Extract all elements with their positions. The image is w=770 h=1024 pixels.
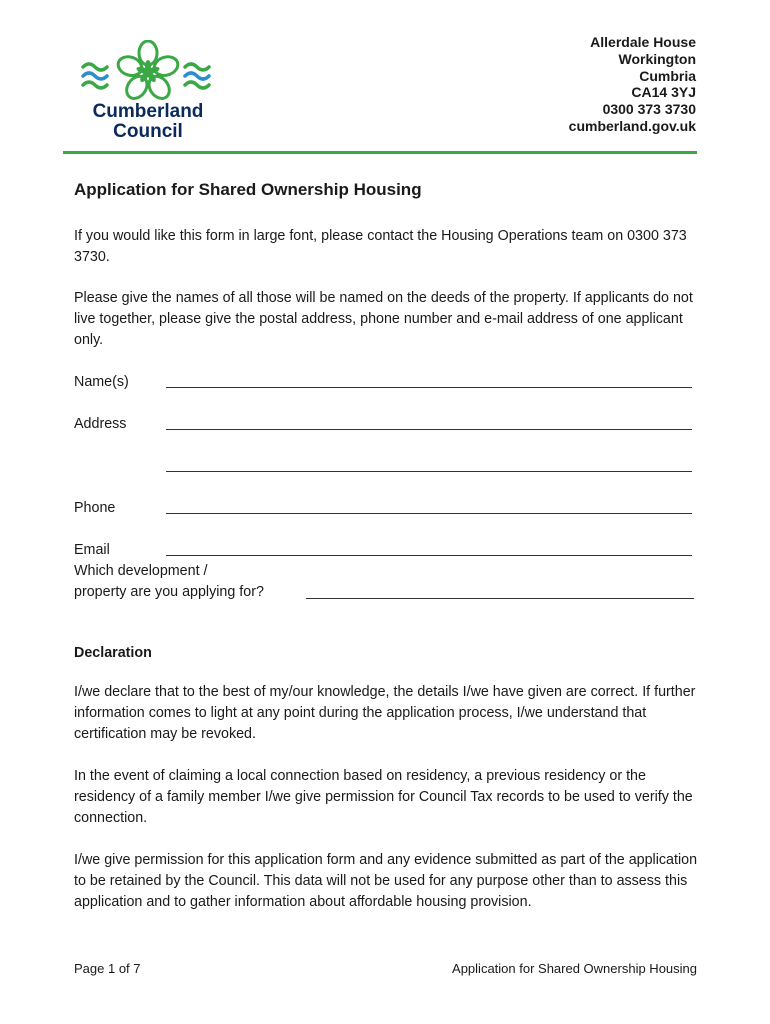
intro-paragraph-large-font: If you would like this form in large font, please contact the Housing Operations team on 0300 373 3730. [74, 228, 687, 265]
email-label: Email [74, 542, 110, 558]
council-address [569, 34, 696, 135]
address-field-line2[interactable] [166, 471, 692, 472]
address-label: Address [74, 416, 127, 432]
flower-logo-icon [78, 40, 218, 104]
address-phone: 0300 373 3730 [602, 101, 696, 118]
names-label: Name(s) [74, 374, 129, 390]
address-line: Cumbria [639, 67, 696, 84]
development-label-line2: property are you applying for? [74, 584, 264, 600]
declaration-heading: Declaration [74, 645, 152, 661]
development-label-line1: Which development / [74, 563, 208, 579]
address-field-line1[interactable] [166, 429, 692, 430]
phone-field[interactable] [166, 513, 692, 514]
address-website: cumberland.gov.uk [568, 117, 696, 134]
address-line: CA14 3YJ [631, 84, 696, 101]
declaration-paragraph-accuracy: I/we declare that to the best of my/our knowledge, the details I/we have given are correct. If further information comes to light at any point during the application process, I/we understand that certification may be revoked. [74, 684, 696, 742]
declaration-paragraph-data-retention: I/we give permission for this application form and any evidence submitted as part of the application to be retained by the Council. This data will not be used for any purpose other than to assess this application and to gather information about affordable housing provision. [74, 852, 698, 910]
page-number: Page 1 of 7 [74, 961, 141, 976]
names-field[interactable] [166, 387, 692, 388]
logo-wordmark [88, 102, 208, 142]
declaration-paragraph-council-tax: In the event of claiming a local connection based on residency, a previous residency or the residency of a family member I/we give permission for Council Tax records to be used to verify the connection. [74, 768, 693, 826]
header-divider [63, 151, 697, 154]
address-line: Allerdale House [590, 34, 696, 50]
phone-label: Phone [74, 500, 116, 516]
logo-line2: Council [113, 121, 183, 142]
page-title: Application for Shared Ownership Housing [74, 180, 422, 199]
intro-paragraph-names: Please give the names of all those will be named on the deeds of the property. If applicants do not live together, please give the postal address, phone number and e-mail address of one applicant only. [74, 290, 693, 348]
email-field[interactable] [166, 555, 692, 556]
logo-line1: Cumberland [92, 101, 204, 122]
address-line: Workington [618, 50, 696, 67]
footer-title: Application for Shared Ownership Housing [452, 961, 697, 976]
council-logo [78, 40, 218, 146]
development-field[interactable] [306, 598, 694, 599]
